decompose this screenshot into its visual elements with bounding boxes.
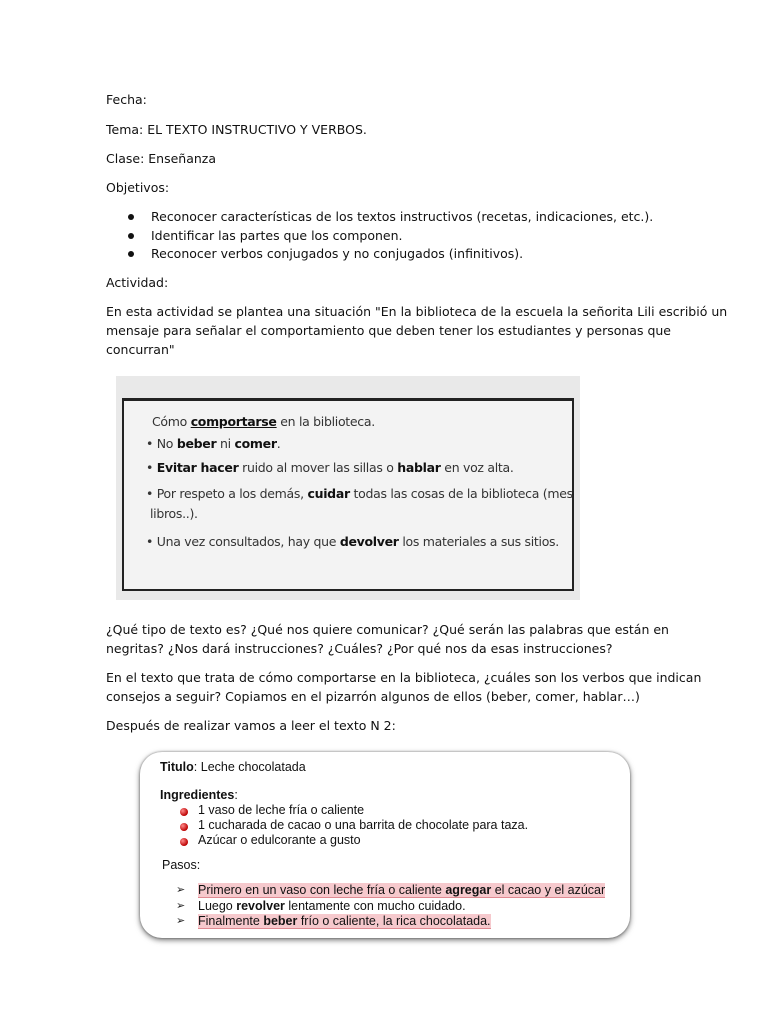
scan-line: • No beber ni comer.: [146, 436, 281, 451]
paso-item: Primero en un vaso con leche fría o caliente agregar el cacao y el azúcar: [198, 883, 606, 897]
fecha-line: Fecha:: [106, 92, 147, 107]
list-item: Identificar las partes que los componen.: [106, 227, 653, 246]
ingredientes-label: Ingredientes:: [160, 788, 238, 802]
list-item: Reconocer verbos conjugados y no conjugados (infinitivos).: [106, 245, 653, 264]
bullet-icon: [128, 214, 134, 220]
actividad-line: mensaje para señalar el comportamiento que deben tener los estudiantes y personas que: [106, 323, 671, 338]
objetivos-label: Objetivos:: [106, 180, 170, 195]
arrow-icon: ➢: [176, 915, 186, 927]
biblioteca-scan-image: [116, 376, 580, 600]
objetivos-list: [106, 208, 653, 264]
scan-line: • Una vez consultados, hay que devolver los materiales a sus sitios.: [146, 534, 559, 549]
actividad-line: En esta actividad se plantea una situación "En la biblioteca de la escuela la señorita Lili escribió un: [106, 304, 728, 319]
despues-line: Después de realizar vamos a leer el texto N 2:: [106, 718, 396, 733]
pasos-label: Pasos:: [162, 858, 201, 872]
recipe-card-image: [140, 752, 630, 938]
tema-line: Tema: EL TEXTO INSTRUCTIVO Y VERBOS.: [106, 122, 367, 137]
verbos-line: En el texto que trata de cómo comportarse en la biblioteca, ¿cuáles son los verbos que indican: [106, 670, 702, 685]
scan-line: • Evitar hacer ruido al mover las sillas o hablar en voz alta.: [146, 460, 514, 475]
scan-line: libros..).: [150, 506, 198, 521]
recipe-title: Titulo: Leche chocolatada: [160, 760, 306, 774]
ingredient-item: Azúcar o edulcorante a gusto: [198, 833, 361, 847]
ingredient-item: 1 cucharada de cacao o una barrita de chocolate para taza.: [198, 818, 529, 832]
actividad-line: concurran": [106, 342, 175, 357]
bullet-icon: [128, 233, 134, 239]
bullet-icon: [128, 251, 134, 257]
preguntas-line: ¿Qué tipo de texto es? ¿Qué nos quiere comunicar? ¿Qué serán las palabras que están en: [106, 622, 669, 637]
arrow-icon: ➢: [176, 900, 186, 912]
paso-item: Finalmente beber frío o caliente, la rica chocolatada.: [198, 914, 491, 928]
bullet-icon: [180, 823, 188, 831]
scan-line: • Por respeto a los demás, cuidar todas las cosas de la biblioteca (mes: [146, 486, 573, 501]
bullet-icon: [180, 808, 188, 816]
actividad-label: Actividad:: [106, 275, 169, 290]
arrow-icon: ➢: [176, 884, 186, 896]
preguntas-line: negritas? ¿Nos dará instrucciones? ¿Cuáles? ¿Por qué nos da esas instrucciones?: [106, 641, 613, 656]
verbos-line: consejos a seguir? Copiamos en el pizarrón algunos de ellos (beber, comer, hablar…): [106, 689, 640, 704]
ingredient-item: 1 vaso de leche fría o caliente: [198, 803, 365, 817]
scan-title: Cómo comportarse en la biblioteca.: [152, 414, 375, 429]
paso-item: Luego revolver lentamente con mucho cuidado.: [198, 899, 466, 913]
bullet-icon: [180, 838, 188, 846]
list-item: Reconocer características de los textos instructivos (recetas, indicaciones, etc.).: [106, 208, 653, 227]
clase-line: Clase: Enseñanza: [106, 151, 216, 166]
